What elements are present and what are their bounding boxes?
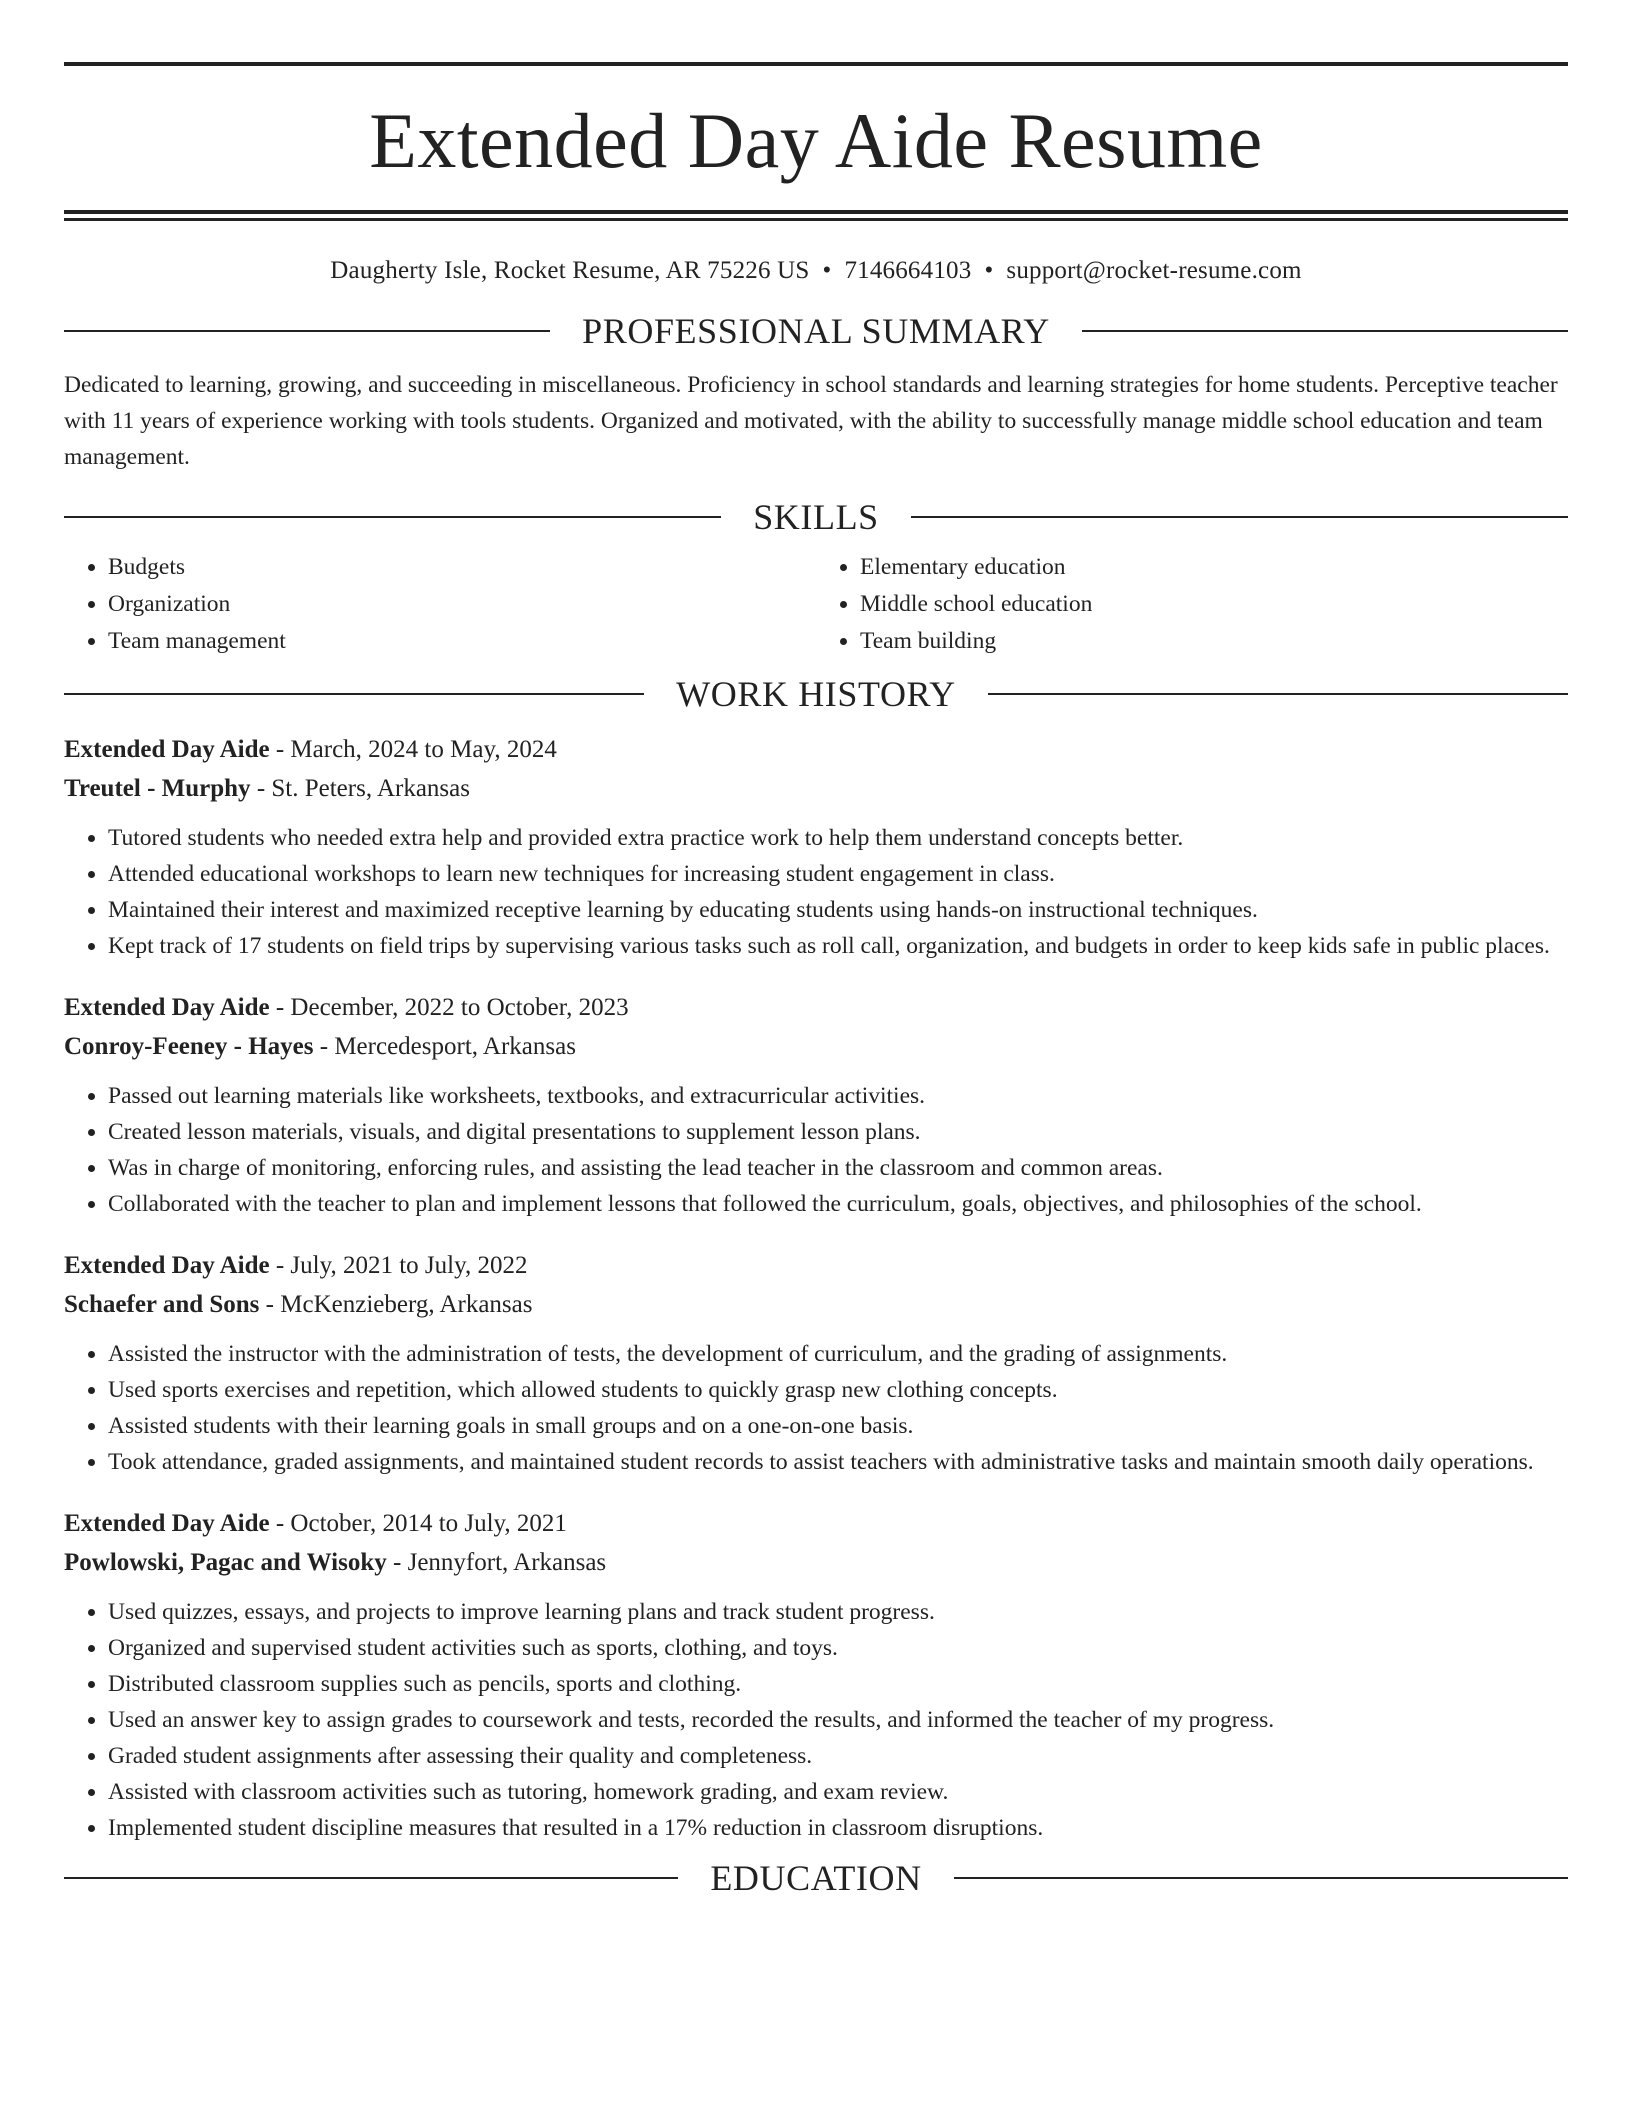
job-title: Extended Day Aide <box>64 1252 270 1279</box>
job-location: St. Peters, Arkansas <box>271 775 470 802</box>
job-bullet: • Collaborated with the teacher to plan and implement lessons that followed the curriculum, goals, objectives, and philosophies of the school. <box>108 1186 1568 1222</box>
job-dates: July, 2021 to July, 2022 <box>290 1252 528 1279</box>
contact-address: Daugherty Isle, Rocket Resume, AR 75226 US <box>330 257 810 284</box>
section-rule <box>1082 330 1568 332</box>
section-rule <box>64 1877 678 1879</box>
title-double-rule <box>64 210 1568 221</box>
job-bullet: • Graded student assignments after assessing their quality and completeness. <box>108 1738 1568 1774</box>
job-company: Conroy-Feeney - Hayes <box>64 1033 314 1060</box>
job-bullets <box>64 820 1568 964</box>
job-bullet: • Took attendance, graded assignments, and maintained student records to assist teachers with administrative tasks and maintain smooth daily operations. <box>108 1444 1568 1480</box>
job-entry <box>64 988 1568 1222</box>
job-company: Powlowski, Pagac and Wisoky <box>64 1549 387 1576</box>
job-company-line: Conroy-Feeney - Hayes - Mercedesport, Arkansas <box>64 1033 576 1060</box>
job-bullet: • Tutored students who needed extra help and provided extra practice work to help them understand concepts better. <box>108 820 1568 856</box>
skills-section-header <box>64 499 1568 535</box>
contact-email: support@rocket-resume.com <box>1006 257 1302 284</box>
job-company: Treutel - Murphy <box>64 775 251 802</box>
job-title: Extended Day Aide <box>64 736 270 763</box>
job-company-line: Schaefer and Sons - McKenzieberg, Arkansas <box>64 1291 533 1318</box>
job-bullets <box>64 1078 1568 1222</box>
job-location: Mercedesport, Arkansas <box>334 1033 576 1060</box>
job-title-line: Extended Day Aide - March, 2024 to May, 2024 <box>64 736 557 763</box>
education-section-header <box>64 1860 1568 1896</box>
summary-heading: PROFESSIONAL SUMMARY <box>582 311 1050 351</box>
section-rule <box>64 330 550 332</box>
job-bullet: • Was in charge of monitoring, enforcing rules, and assisting the lead teacher in the classroom and common areas. <box>108 1150 1568 1186</box>
job-title-line: Extended Day Aide - December, 2022 to October, 2023 <box>64 994 629 1021</box>
section-rule <box>911 516 1568 518</box>
job-entry <box>64 1246 1568 1480</box>
job-bullet: • Passed out learning materials like worksheets, textbooks, and extracurricular activities. <box>108 1078 1568 1114</box>
page-title: Extended Day Aide Resume <box>369 97 1263 184</box>
contact-phone: 7146664103 <box>844 257 972 284</box>
contact-separator: • <box>984 257 994 284</box>
job-location: Jennyfort, Arkansas <box>407 1549 607 1576</box>
education-heading: EDUCATION <box>710 1858 922 1898</box>
skill-item: • Middle school education <box>860 586 1568 623</box>
job-bullet: • Distributed classroom supplies such as pencils, sports and clothing. <box>108 1666 1568 1702</box>
summary-section-header <box>64 313 1568 349</box>
job-bullet: • Assisted the instructor with the administration of tests, the development of curriculum, and the grading of assignments. <box>108 1336 1568 1372</box>
skill-item: • Organization <box>108 586 816 623</box>
job-bullet: • Kept track of 17 students on field trips by supervising various tasks such as roll call, organization, and budgets in order to keep kids safe in public places. <box>108 928 1568 964</box>
job-entry <box>64 1504 1568 1846</box>
work-history-heading: WORK HISTORY <box>676 674 956 714</box>
job-bullet: • Implemented student discipline measures that resulted in a 17% reduction in classroom disruptions. <box>108 1810 1568 1846</box>
skill-item: • Team management <box>108 623 816 660</box>
job-bullet: • Used an answer key to assign grades to coursework and tests, recorded the results, and informed the teacher of my progress. <box>108 1702 1568 1738</box>
job-company-line: Treutel - Murphy - St. Peters, Arkansas <box>64 775 470 802</box>
job-title-line: Extended Day Aide - October, 2014 to July, 2021 <box>64 1510 567 1537</box>
job-company-line: Powlowski, Pagac and Wisoky - Jennyfort, Arkansas <box>64 1549 607 1576</box>
job-bullet: • Used quizzes, essays, and projects to improve learning plans and track student progress. <box>108 1594 1568 1630</box>
skills-heading: SKILLS <box>753 497 879 537</box>
section-rule <box>988 693 1568 695</box>
job-title-line: Extended Day Aide - July, 2021 to July, 2022 <box>64 1252 528 1279</box>
job-title: Extended Day Aide <box>64 994 270 1021</box>
section-rule <box>64 516 721 518</box>
job-dates: October, 2014 to July, 2021 <box>290 1510 567 1537</box>
work-history-section-header <box>64 676 1568 712</box>
top-rule <box>64 62 1568 66</box>
job-bullet: • Attended educational workshops to learn new techniques for increasing student engagement in class. <box>108 856 1568 892</box>
section-rule <box>64 693 644 695</box>
job-bullets <box>64 1336 1568 1480</box>
job-bullet: • Used sports exercises and repetition, which allowed students to quickly grasp new clothing concepts. <box>108 1372 1568 1408</box>
job-bullets <box>64 1594 1568 1846</box>
summary-text: Dedicated to learning, growing, and succeeding in miscellaneous. Proficiency in school standards and learning strategies for home students. Perceptive teacher with 11 years of experience working with tools students. Organized and motivated, with the ability to successfully manage middle school education and team management. <box>64 372 1558 470</box>
skill-item: • Team building <box>860 623 1568 660</box>
job-dates: March, 2024 to May, 2024 <box>290 736 557 763</box>
skill-item: • Budgets <box>108 549 816 586</box>
job-entry <box>64 730 1568 964</box>
job-bullet: • Organized and supervised student activities such as sports, clothing, and toys. <box>108 1630 1568 1666</box>
contact-line <box>64 257 1568 285</box>
skills-column-right <box>816 549 1568 660</box>
skills-column-left <box>64 549 816 660</box>
job-bullet: • Maintained their interest and maximized receptive learning by educating students using hands-on instructional techniques. <box>108 892 1568 928</box>
section-rule <box>954 1877 1568 1879</box>
skills-list <box>64 549 1568 660</box>
job-title: Extended Day Aide <box>64 1510 270 1537</box>
skill-item: • Elementary education <box>860 549 1568 586</box>
job-bullet: • Assisted students with their learning goals in small groups and on a one-on-one basis. <box>108 1408 1568 1444</box>
job-company: Schaefer and Sons <box>64 1291 260 1318</box>
job-bullet: • Created lesson materials, visuals, and digital presentations to supplement lesson plans. <box>108 1114 1568 1150</box>
job-bullet: • Assisted with classroom activities such as tutoring, homework grading, and exam review. <box>108 1774 1568 1810</box>
job-dates: December, 2022 to October, 2023 <box>290 994 629 1021</box>
job-location: McKenzieberg, Arkansas <box>280 1291 533 1318</box>
contact-separator: • <box>822 257 832 284</box>
